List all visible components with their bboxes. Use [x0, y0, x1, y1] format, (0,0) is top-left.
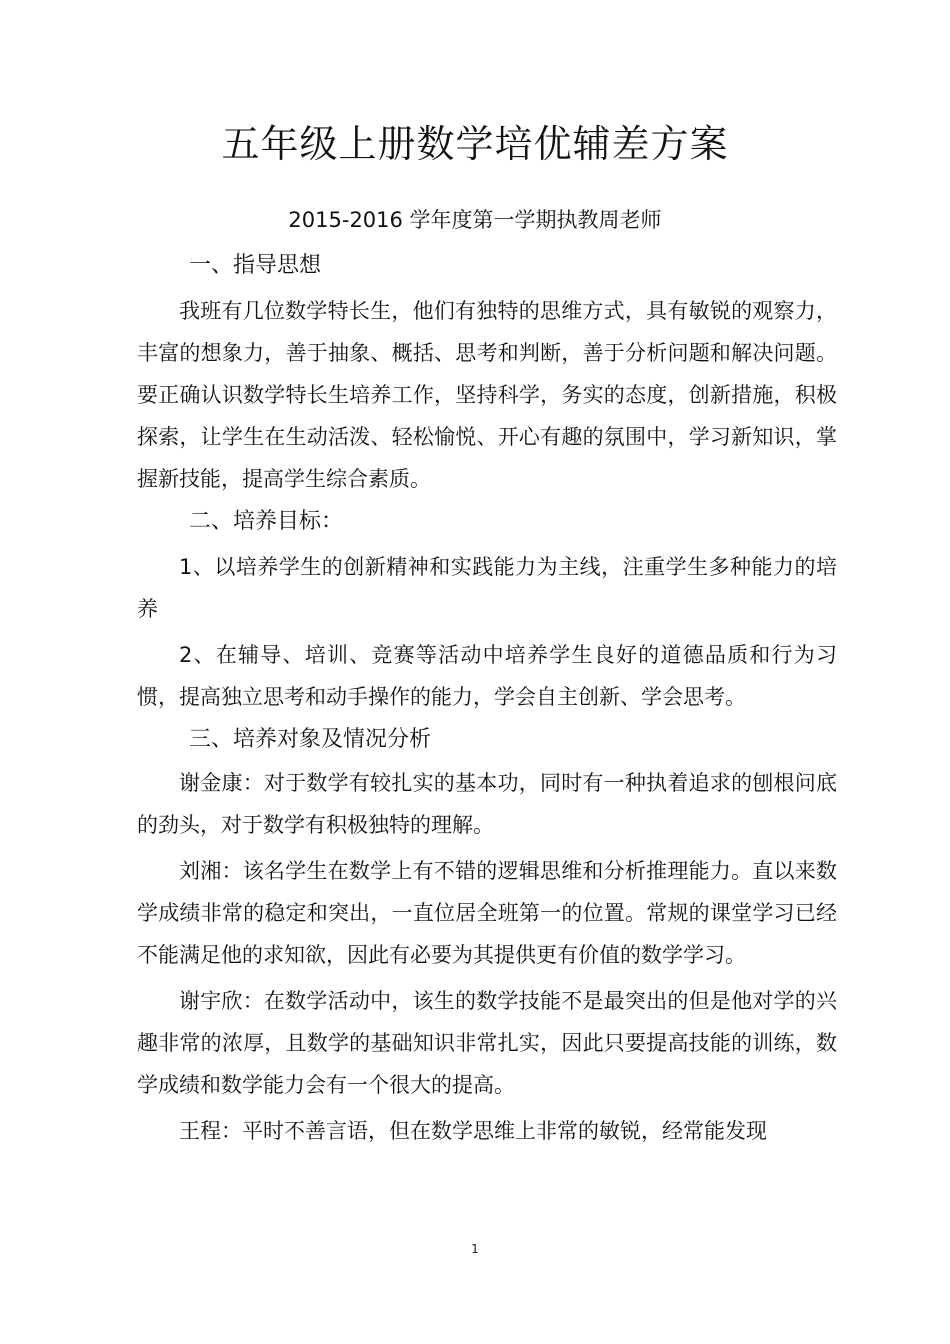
document-title: 五年级上册数学培优辅差方案 [221, 122, 729, 166]
paragraph: 谢宇欣：在数学活动中，该生的数学技能不是最突出的但是他对学的兴趣非常的浓厚，且数学的基础知识非常扎实，因此只要提高技能的训练，数学成绩和数学能力会有一个很大的提高。 [137, 989, 837, 1097]
paragraph: 我班有几位数学特长生，他们有独特的思维方式，具有敏锐的观察力，丰富的想象力，善于抽象、概括、思考和判断，善于分析问题和解决问题。要正确认识数学特长生培养工作，坚持科学，务实的态度，创新措施，积极探索，让学生在生动活泼、轻松愉悦、开心有趣的氛围中，学习新知识，掌握新技能，提高学生综合素质。 [137, 299, 837, 491]
section-heading: 三、培养对象及情况分析 [189, 727, 432, 752]
paragraph: 谢金康：对于数学有较扎实的基本功，同时有一种执着追求的刨根问底的劲头，对于数学有积极独特的理解。 [137, 771, 837, 837]
paragraph: 1、以培养学生的创新精神和实践能力为主线，注重学生多种能力的培养 [137, 555, 837, 621]
section-heading: 一、指导思想 [189, 253, 322, 278]
page-number: 1 [471, 1242, 479, 1256]
document-subtitle: 2015-2016 学年度第一学期执教周老师 [288, 208, 662, 232]
document-body [137, 248, 837, 1152]
section-heading: 二、培养目标： [189, 509, 344, 534]
paragraph: 王程：平时不善言语，但在数学思维上非常的敏锐，经常能发现 [179, 1119, 767, 1143]
paragraph: 刘湘：该名学生在数学上有不错的逻辑思维和分析推理能力。直以来数学成绩非常的稳定和突出，一直位居全班第一的位置。常规的课堂学习已经不能满足他的求知欲，因此有必要为其提供更有价值的数学学习。 [137, 859, 837, 967]
paragraph: 2、在辅导、培训、竞赛等活动中培养学生良好的道德品质和行为习惯，提高独立思考和动手操作的能力，学会自主创新、学会思考。 [137, 643, 837, 709]
